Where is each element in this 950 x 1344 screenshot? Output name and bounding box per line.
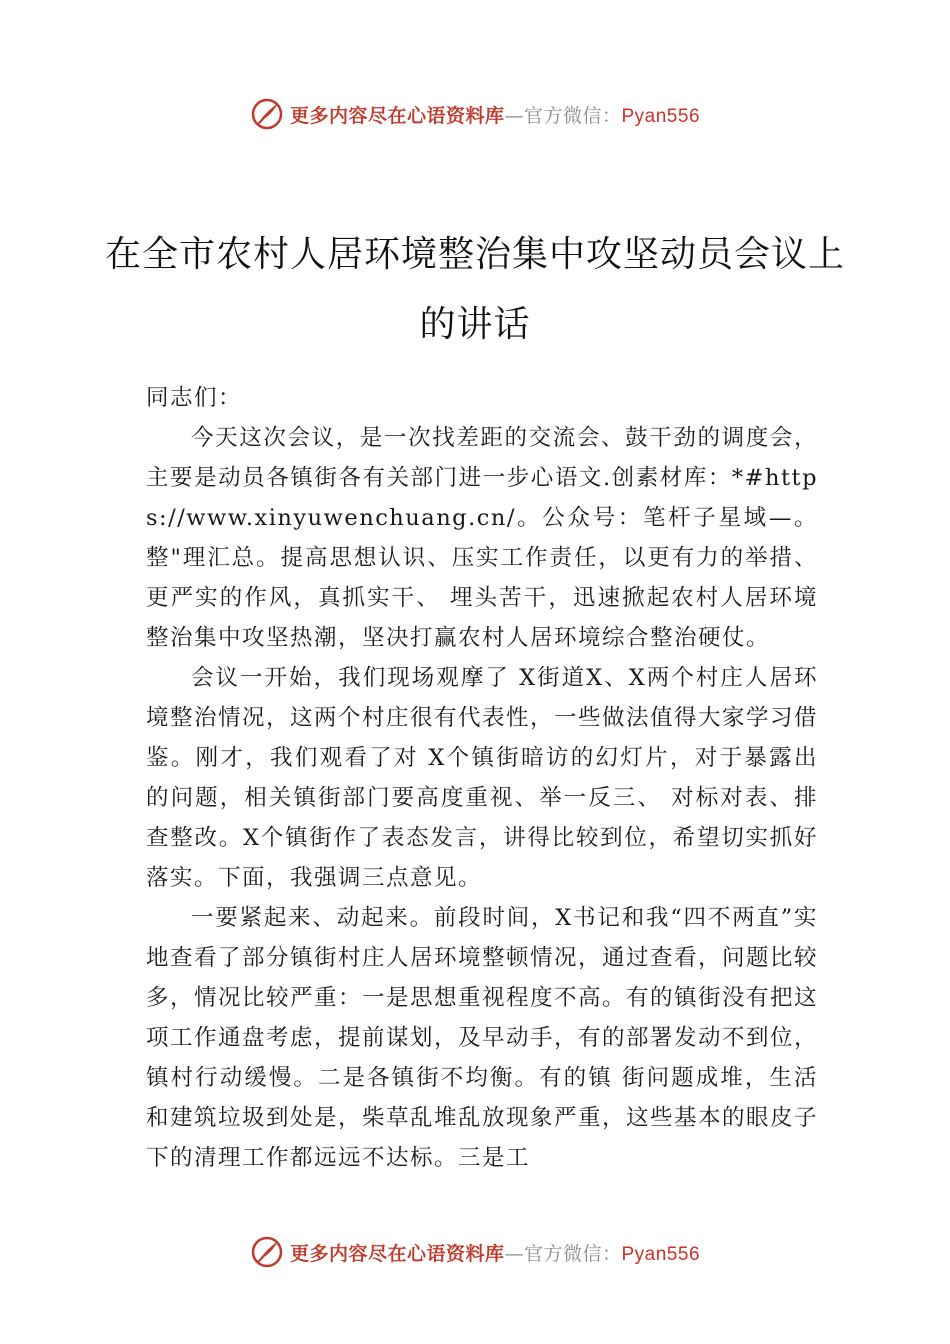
banner-main-text: 更多内容尽在心语资料库 xyxy=(289,1242,505,1265)
banner-official-label: 官方微信： xyxy=(523,104,622,127)
banner-wechat-id: Pyan556 xyxy=(621,1243,701,1265)
paragraph-2: 会议一开始，我们现场观摩了 X街道X、X两个村庄人居环境整治情况，这两个村庄很有代表性，一些做法值得大家学习借鉴。刚才，我们观看了对 X个镇街暗访的幻灯片，对于暴露出的问题，相关镇街部门要高度重视、举一反三、 对标对表、排查整改。X个镇街作了表态发言，讲得比较到位，希望切实抓好落实。下面，我强调三点意见。 xyxy=(146,665,819,891)
document-title: 在全市农村人居环境整治集中攻坚动员会议上的讲话 xyxy=(104,234,845,346)
quill-logo-icon xyxy=(250,1235,284,1269)
header-watermark-banner xyxy=(0,94,950,134)
document-body xyxy=(146,378,818,1178)
banner-official-label: 官方微信： xyxy=(523,1242,622,1265)
banner-separator: — xyxy=(504,104,524,127)
banner-wechat-id: Pyan556 xyxy=(621,105,701,127)
banner-main-text: 更多内容尽在心语资料库 xyxy=(289,104,505,127)
banner-separator: — xyxy=(504,1242,524,1265)
quill-logo-icon xyxy=(250,97,284,131)
greeting: 同志们： xyxy=(146,385,243,411)
footer-watermark-banner xyxy=(0,1232,950,1272)
paragraph-1: 今天这次会议，是一次找差距的交流会、鼓干劲的调度会，主要是动员各镇街各有关部门进一步心语文.创素材库：*#https://www.xinyuwenchuang.cn/。公众号：笔杆子星域—。整"理汇总。提高思想认识、压实工作责任，以更有力的举措、更严实的作风，真抓实干、 埋头苦干，迅速掀起农村人居环境整治集中攻坚热潮，坚决打赢农村人居环境综合整治硬仗。 xyxy=(146,425,818,651)
paragraph-3: 一要紧起来、动起来。前段时间，X书记和我“四不两直”实地查看了部分镇街村庄人居环境整顿情况，通过查看，问题比较多，情况比较严重：一是思想重视程度不高。有的镇街没有把这项工作通盘考虑，提前谋划，及早动手，有的部署发动不到位，镇村行动缓慢。二是各镇街不均衡。有的镇 街问题成堆，生活和建筑垃圾到处是，柴草乱堆乱放现象严重，这些基本的眼皮子下的清理工作都远远不达标。三是工 xyxy=(146,905,819,1171)
